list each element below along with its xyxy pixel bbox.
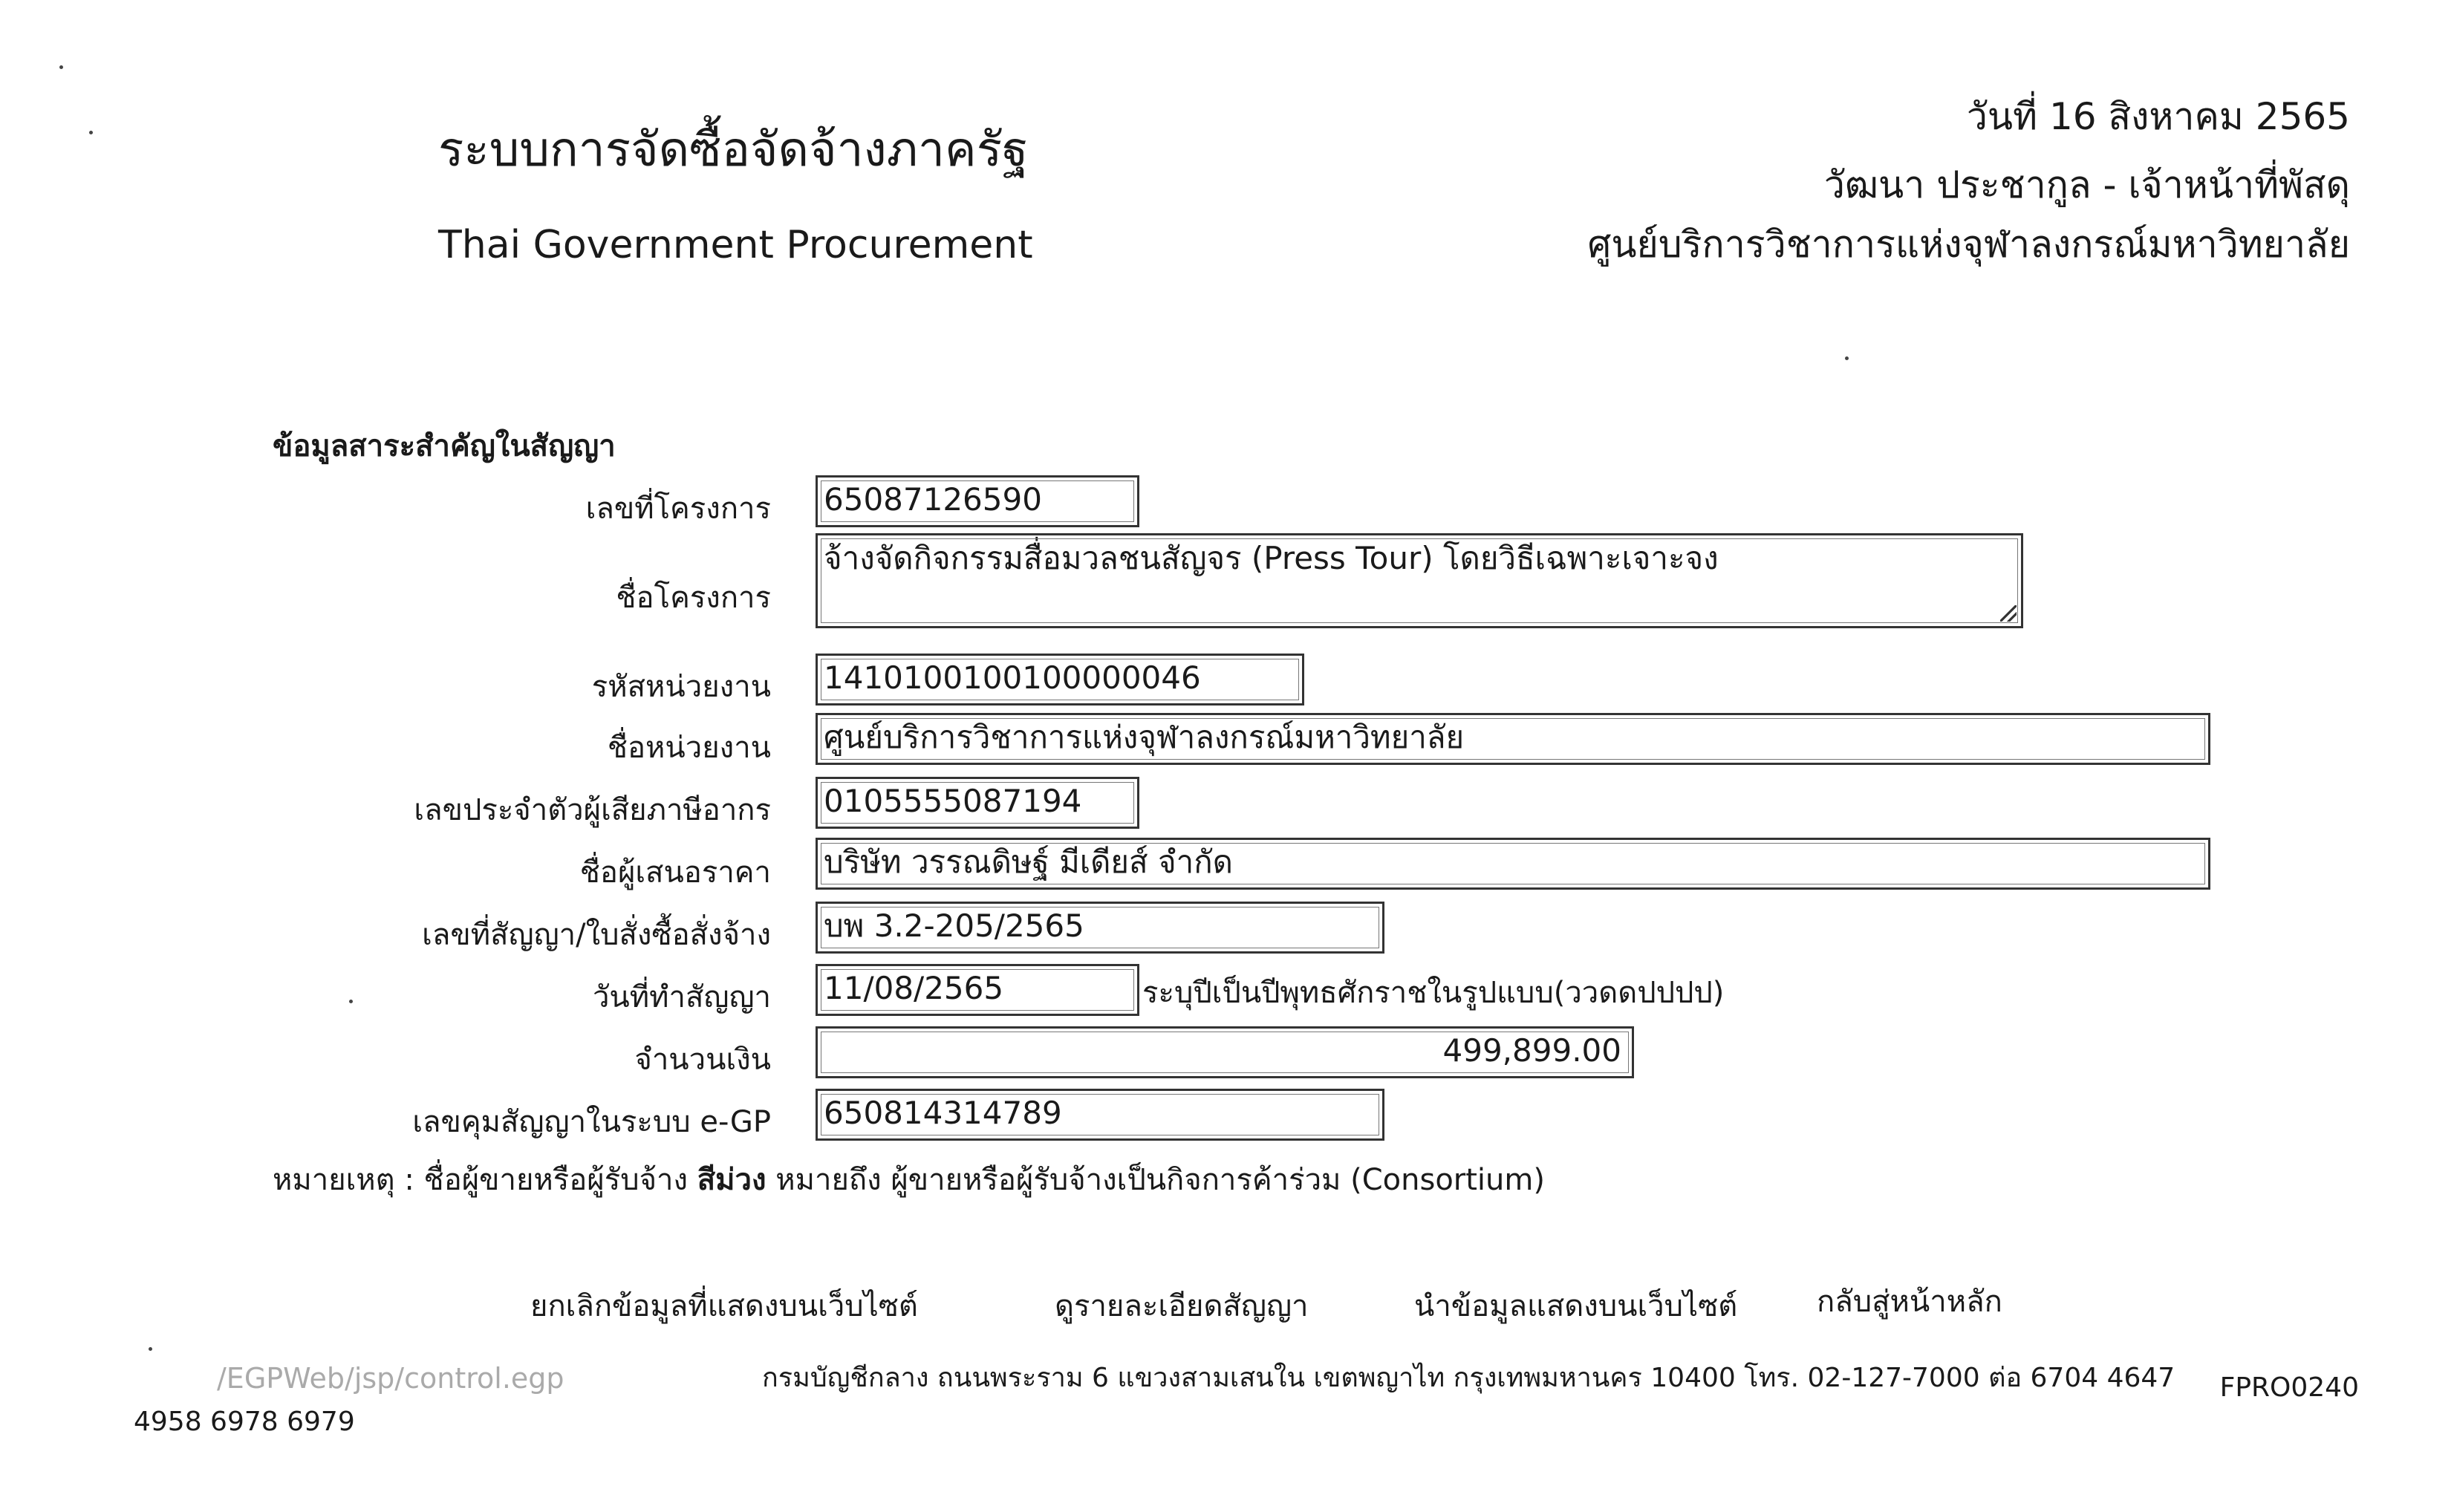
back-home-link[interactable]: กลับสู่หน้าหลัก	[1817, 1285, 2002, 1319]
egp-no-label: เลขคุมสัญญาในระบบ e-GP	[412, 1105, 771, 1139]
footer-page-code: FPRO0240	[2219, 1372, 2359, 1403]
note-highlight: สีม่วง	[697, 1163, 767, 1197]
agency-name-value: ศูนย์บริการวิชาการแห่งจุฬาลงกรณ์มหาวิทยาลัย	[824, 719, 1465, 755]
contract-date-value: 11/08/2565	[824, 970, 1004, 1006]
bidder-name-label: ชื่อผู้เสนอราคา	[579, 856, 771, 890]
cancel-publish-link[interactable]: ยกเลิกข้อมูลที่แสดงบนเว็บไซต์	[530, 1289, 918, 1323]
contract-no-label: เลขที่สัญญา/ใบสั่งซื้อสั่งจ้าง	[422, 918, 771, 952]
footer-url-ghost: /EGPWeb/jsp/control.egp	[217, 1362, 564, 1395]
footer-address-line2: 4958 6978 6979	[134, 1407, 355, 1437]
note-suffix: หมายถึง ผู้ขายหรือผู้รับจ้างเป็นกิจการค้าร่วม (Consortium)	[775, 1163, 1545, 1197]
publish-link[interactable]: นำข้อมูลแสดงบนเว็บไซต์	[1414, 1289, 1738, 1323]
amount-value: 499,899.00	[1442, 1032, 1621, 1069]
contract-no-field[interactable]	[816, 902, 1384, 954]
contract-no-value: บพ 3.2-205/2565	[824, 907, 1084, 944]
scan-speck	[59, 65, 63, 69]
section-title: ข้อมูลสาระสำคัญในสัญญา	[273, 429, 616, 463]
project-name-textarea[interactable]	[816, 533, 2023, 628]
project-no-value: 65087126590	[824, 481, 1042, 518]
project-no-field[interactable]	[816, 475, 1139, 527]
contract-date-field[interactable]	[816, 964, 1139, 1016]
view-contract-link[interactable]: ดูรายละเอียดสัญญา	[1055, 1289, 1309, 1323]
contract-date-label: วันที่ทำสัญญา	[592, 980, 771, 1014]
project-name-label: ชื่อโครงการ	[616, 581, 771, 615]
header-organization: ศูนย์บริการวิชาการแห่งจุฬาลงกรณ์มหาวิทยาลัย	[1587, 223, 2350, 266]
tax-id-field[interactable]	[816, 777, 1139, 829]
resize-grip-icon[interactable]	[2000, 605, 2017, 622]
header-date: วันที่ 16 สิงหาคม 2565	[1966, 95, 2350, 138]
scan-speck	[149, 1347, 152, 1351]
project-name-value: จ้างจัดกิจกรรมสื่อมวลชนสัญจร (Press Tour) โดยวิธีเฉพาะเจาะจง	[824, 540, 1719, 576]
scan-speck	[1845, 356, 1849, 360]
bidder-name-value: บริษัท วรรณดิษฐ์ มีเดียส์ จำกัด	[824, 844, 1233, 880]
tax-id-value: 0105555087194	[824, 783, 1082, 819]
amount-field[interactable]	[816, 1026, 1634, 1078]
footer-address-line1: กรมบัญชีกลาง ถนนพระราม 6 แขวงสามเสนใน เขตพญาไท กรุงเทพมหานคร 10400 โทร. 02-127-7000 ต่อ 6704 4647	[762, 1363, 2175, 1393]
project-no-label: เลขที่โครงการ	[585, 492, 771, 526]
consortium-note	[273, 1156, 1545, 1203]
scan-speck	[349, 1000, 353, 1003]
bidder-name-field[interactable]	[816, 838, 2210, 890]
agency-name-label: ชื่อหน่วยงาน	[607, 731, 771, 765]
amount-label: จำนวนเงิน	[634, 1043, 771, 1077]
agency-name-field[interactable]	[816, 713, 2210, 765]
scan-speck	[89, 131, 93, 134]
tax-id-label: เลขประจำตัวผู้เสียภาษีอากร	[414, 793, 771, 827]
note-prefix: หมายเหตุ : ชื่อผู้ขายหรือผู้รับจ้าง	[273, 1163, 689, 1197]
system-title-en: Thai Government Procurement	[438, 223, 1033, 267]
header-user: วัฒนา ประชากูล - เจ้าหน้าที่พัสดุ	[1823, 163, 2350, 206]
agency-code-label: รหัสหน่วยงาน	[591, 670, 771, 704]
system-title-th: ระบบการจัดซื้อจัดจ้างภาครัฐ	[438, 123, 1029, 177]
contract-date-hint: ระบุปีเป็นปีพุทธศักราชในรูปแบบ(ววดดปปปป)	[1142, 976, 1725, 1010]
egp-no-field[interactable]	[816, 1089, 1384, 1141]
egp-no-value: 650814314789	[824, 1095, 1062, 1131]
agency-code-value: 1410100100100000046	[824, 659, 1201, 696]
agency-code-field[interactable]	[816, 654, 1304, 706]
